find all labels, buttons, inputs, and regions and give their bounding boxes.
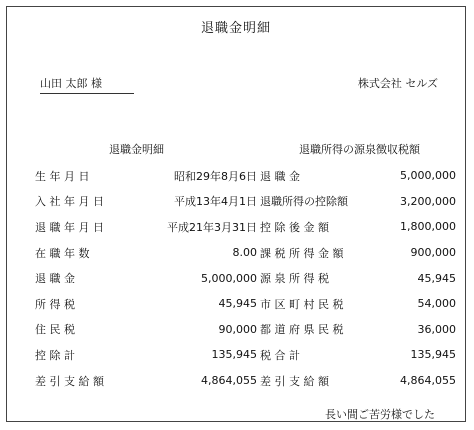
table-row: [260, 265, 456, 291]
row-label: 退職所得の控除額: [260, 195, 348, 209]
row-label: 生 年 月 日: [35, 169, 90, 183]
row-value: 1,800,000: [400, 220, 456, 234]
row-value: 90,000: [218, 322, 257, 336]
row-label: 差 引 支 給 額: [260, 374, 329, 388]
row-label: 都 道 府 県 民 税: [260, 323, 344, 337]
table-row: [35, 163, 257, 189]
row-label: 退 職 年 月 日: [35, 220, 104, 234]
right-detail-table: [260, 163, 456, 393]
table-row: [260, 189, 456, 215]
table-row: [260, 342, 456, 368]
table-row: [35, 240, 257, 266]
table-row: [260, 291, 456, 317]
row-label: 住 民 税: [35, 323, 75, 337]
row-label: 入 社 年 月 日: [35, 195, 104, 209]
row-label: 退 職 金: [260, 169, 300, 183]
left-detail-table: [35, 163, 257, 393]
left-column-heading: 退職金明細: [109, 143, 164, 156]
row-value: 135,945: [410, 348, 456, 362]
table-row: [35, 342, 257, 368]
row-value: 900,000: [410, 246, 456, 260]
row-value: 5,000,000: [400, 169, 456, 183]
row-label: 所 得 税: [35, 297, 75, 311]
row-value: 5,000,000: [201, 271, 257, 285]
table-row: [35, 291, 257, 317]
table-row: [35, 368, 257, 394]
row-value: 45,945: [218, 297, 257, 311]
row-value: 54,000: [417, 297, 456, 311]
row-value: 3,200,000: [400, 194, 456, 208]
table-row: [260, 214, 456, 240]
row-value: 45,945: [417, 271, 456, 285]
table-row: [35, 214, 257, 240]
row-value: 135,945: [211, 348, 257, 362]
row-value: 昭和29年8月6日: [174, 169, 257, 183]
recipient-name: 山田 太郎 様: [40, 75, 134, 94]
table-row: [260, 163, 456, 189]
table-row: [260, 240, 456, 266]
row-label: 税 合 計: [260, 348, 300, 362]
row-label: 控 除 後 金 額: [260, 220, 329, 234]
row-value: 36,000: [417, 322, 456, 336]
row-value: 平成21年3月31日: [167, 220, 257, 234]
row-value: 4,864,055: [400, 374, 456, 388]
row-label: 市 区 町 村 民 税: [260, 297, 344, 311]
row-value: 8.00: [232, 246, 257, 260]
row-label: 源 泉 所 得 税: [260, 272, 329, 286]
table-row: [35, 189, 257, 215]
row-label: 控 除 計: [35, 348, 75, 362]
row-value: 4,864,055: [201, 374, 257, 388]
closing-message: 長い間ご苦労様でした: [325, 408, 435, 421]
row-label: 退 職 金: [35, 272, 75, 286]
table-row: [260, 317, 456, 343]
row-label: 差 引 支 給 額: [35, 374, 104, 388]
table-row: [260, 368, 456, 394]
table-row: [35, 265, 257, 291]
row-label: 在 職 年 数: [35, 246, 90, 260]
row-label: 課 税 所 得 金 額: [260, 246, 344, 260]
table-row: [35, 317, 257, 343]
statement-frame: [6, 6, 466, 422]
right-column-heading: 退職所得の源泉徴収税額: [299, 143, 420, 156]
company-name: 株式会社 セルズ: [357, 77, 438, 90]
document-title: 退職金明細: [200, 21, 271, 36]
row-value: 平成13年4月1日: [174, 195, 257, 209]
